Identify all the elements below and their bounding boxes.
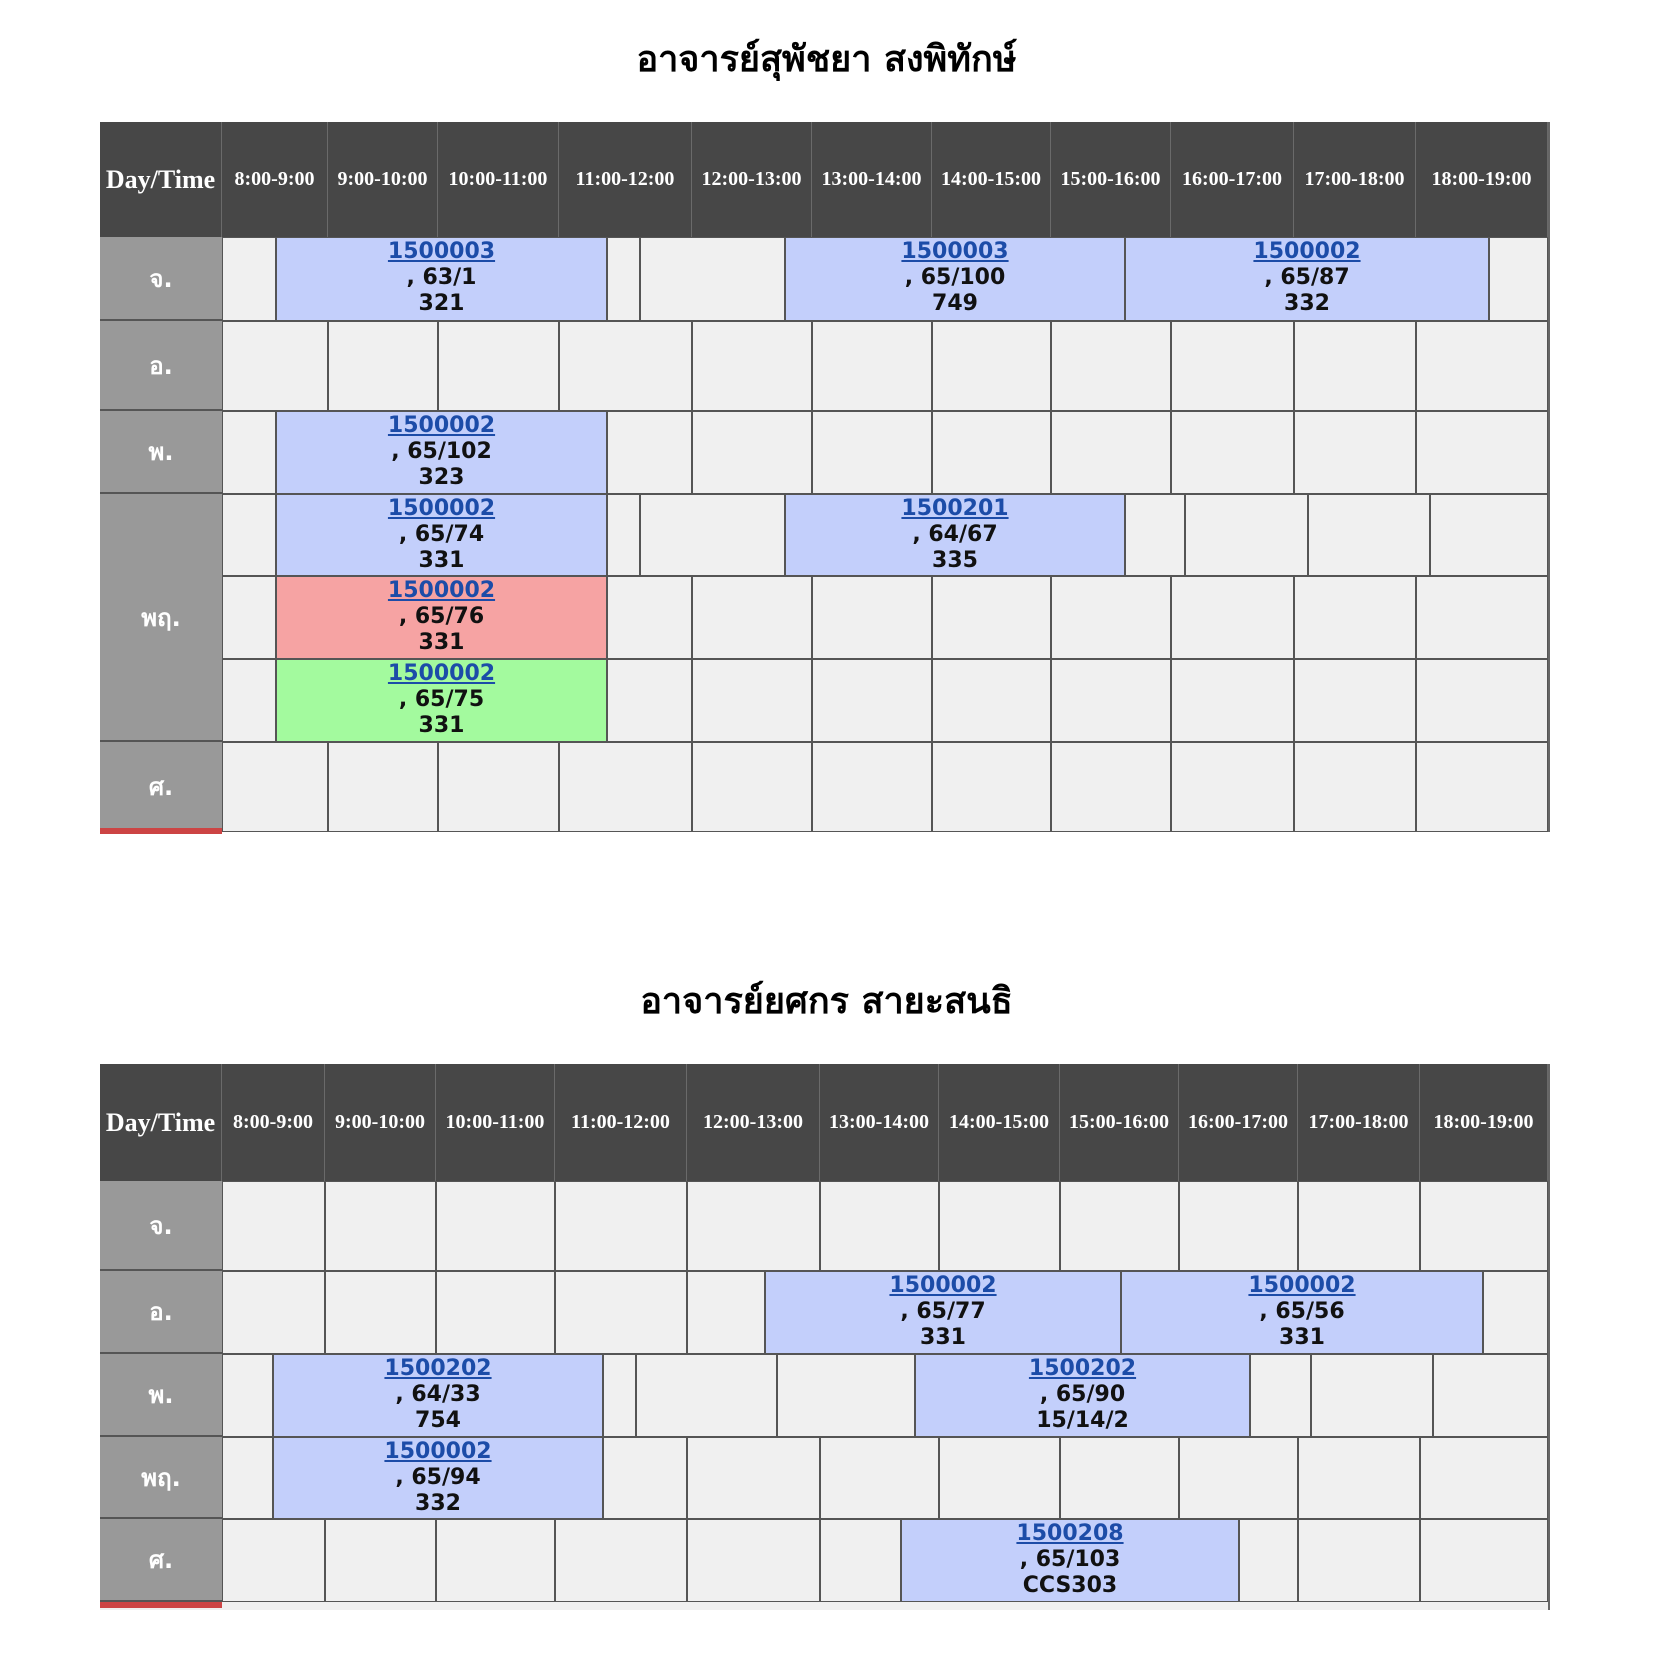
empty-cell (1308, 494, 1430, 576)
header-slot: 8:00-9:00 (222, 122, 328, 237)
empty-cell (1294, 576, 1416, 659)
header-slot: 14:00-15:00 (932, 122, 1051, 237)
empty-cell (1250, 1354, 1311, 1437)
header-slot: 17:00-18:00 (1294, 122, 1416, 237)
empty-cell (222, 1437, 273, 1519)
day-label-fri: ศ. (100, 1519, 222, 1602)
empty-cell (1294, 742, 1416, 832)
class-block[interactable] (1125, 237, 1489, 321)
empty-cell (1416, 411, 1548, 494)
empty-cell (1311, 1354, 1433, 1437)
empty-cell (640, 494, 785, 576)
day-label-mon: จ. (100, 237, 222, 321)
empty-cell (438, 742, 559, 832)
header-slot: 18:00-19:00 (1420, 1064, 1548, 1181)
day-label-fri: ศ. (100, 742, 222, 832)
class-section: , 65/74 (398, 522, 485, 547)
empty-cell (436, 1519, 555, 1602)
course-code-link[interactable]: 1500002 (384, 1439, 492, 1464)
empty-cell (222, 411, 276, 494)
class-section: , 65/90 (1039, 1382, 1126, 1407)
class-section: , 65/75 (398, 687, 485, 712)
day-label-tue: อ. (100, 321, 222, 411)
empty-cell (1483, 1271, 1548, 1354)
class-block[interactable] (1121, 1271, 1483, 1354)
class-room: 331 (418, 713, 465, 738)
class-block[interactable] (915, 1354, 1250, 1437)
header-slot: 11:00-12:00 (555, 1064, 687, 1181)
empty-cell (559, 321, 692, 411)
class-section: , 65/102 (391, 439, 492, 464)
empty-cell (1179, 1437, 1298, 1519)
empty-cell (1171, 659, 1294, 742)
class-block[interactable] (276, 237, 607, 321)
empty-cell (812, 321, 932, 411)
class-block[interactable] (276, 576, 607, 659)
empty-cell (222, 1181, 325, 1271)
class-room: 749 (932, 291, 978, 316)
header-slot: 16:00-17:00 (1171, 122, 1294, 237)
class-room: 331 (920, 1325, 966, 1350)
empty-cell (1294, 411, 1416, 494)
class-block[interactable] (765, 1271, 1121, 1354)
empty-cell (325, 1519, 436, 1602)
class-section: , 63/1 (406, 265, 477, 290)
empty-cell (607, 494, 640, 576)
empty-cell (692, 411, 812, 494)
empty-cell (687, 1519, 820, 1602)
course-code-link[interactable]: 1500002 (387, 496, 496, 521)
class-room: 754 (415, 1408, 461, 1433)
class-room: 331 (418, 630, 465, 655)
schedule-table-2 (100, 1064, 1550, 1610)
empty-cell (939, 1181, 1060, 1271)
course-code-link[interactable]: 1500002 (387, 578, 496, 603)
header-slot: 12:00-13:00 (692, 122, 812, 237)
empty-cell (812, 742, 932, 832)
header-slot: 15:00-16:00 (1051, 122, 1171, 237)
empty-cell (1171, 321, 1294, 411)
empty-cell (812, 659, 932, 742)
empty-cell (1416, 742, 1548, 832)
day-label-thu: พฤ. (100, 1437, 222, 1519)
course-code-link[interactable]: 1500002 (889, 1273, 997, 1298)
empty-cell (1294, 321, 1416, 411)
empty-cell (325, 1181, 436, 1271)
empty-cell (222, 576, 276, 659)
class-room: 332 (1284, 291, 1330, 316)
header-slot: 14:00-15:00 (939, 1064, 1060, 1181)
course-code-link[interactable]: 1500002 (1253, 239, 1361, 264)
empty-cell (603, 1437, 687, 1519)
header-slot: 13:00-14:00 (820, 1064, 939, 1181)
empty-cell (1420, 1181, 1548, 1271)
header-slot: 13:00-14:00 (812, 122, 932, 237)
empty-cell (1294, 659, 1416, 742)
empty-cell (222, 1354, 273, 1437)
empty-cell (1489, 237, 1548, 321)
empty-cell (1420, 1519, 1548, 1602)
empty-cell (1171, 742, 1294, 832)
header-slot: 16:00-17:00 (1179, 1064, 1298, 1181)
class-block[interactable] (785, 237, 1125, 321)
empty-cell (932, 576, 1051, 659)
day-label-tue: อ. (100, 1271, 222, 1354)
empty-cell (939, 1437, 1060, 1519)
header-slot: 17:00-18:00 (1298, 1064, 1420, 1181)
course-code-link[interactable]: 1500208 (1016, 1521, 1124, 1546)
class-block[interactable] (276, 494, 607, 576)
course-code-link[interactable]: 1500201 (901, 496, 1009, 521)
empty-cell (607, 576, 692, 659)
class-section: , 65/100 (904, 265, 1006, 290)
empty-cell (1185, 494, 1308, 576)
table-header (100, 122, 1548, 237)
empty-cell (436, 1271, 555, 1354)
teacher-title-2: อาจารย์ยศกร สายะสนธิ (640, 981, 1013, 1022)
day-label-wed: พ. (100, 411, 222, 494)
empty-cell (692, 742, 812, 832)
empty-cell (1298, 1519, 1420, 1602)
class-section: , 64/33 (395, 1382, 481, 1407)
empty-cell (820, 1437, 939, 1519)
empty-cell (222, 1271, 325, 1354)
course-code-link[interactable]: 1500202 (1028, 1356, 1137, 1381)
class-room: 321 (418, 291, 465, 316)
class-block[interactable] (785, 494, 1125, 576)
class-section: , 65/56 (1259, 1299, 1345, 1324)
empty-cell (1420, 1437, 1548, 1519)
empty-cell (812, 576, 932, 659)
header-slot: 12:00-13:00 (687, 1064, 820, 1181)
header-slot: 11:00-12:00 (559, 122, 692, 237)
course-code-link[interactable]: 1500002 (1248, 1273, 1356, 1298)
class-section: , 65/94 (395, 1465, 481, 1490)
empty-cell (222, 321, 328, 411)
header-day-time: Day/Time (100, 122, 222, 237)
class-section: , 65/76 (398, 604, 485, 629)
empty-cell (325, 1271, 436, 1354)
empty-cell (555, 1271, 687, 1354)
empty-cell (1416, 576, 1548, 659)
empty-cell (222, 494, 276, 576)
empty-cell (1051, 576, 1171, 659)
class-section: , 64/67 (912, 522, 998, 547)
empty-cell (438, 321, 559, 411)
empty-cell (222, 742, 328, 832)
header-slot: 9:00-10:00 (328, 122, 438, 237)
empty-cell (1051, 321, 1171, 411)
course-code-link[interactable]: 1500002 (387, 661, 496, 686)
empty-cell (636, 1354, 777, 1437)
empty-cell (1125, 494, 1185, 576)
empty-cell (1171, 576, 1294, 659)
empty-cell (1060, 1437, 1179, 1519)
table-header (100, 1064, 1548, 1181)
empty-cell (559, 742, 692, 832)
class-room: 332 (415, 1491, 461, 1516)
schedule-table-1 (100, 122, 1550, 832)
class-section: , 65/77 (900, 1299, 986, 1324)
header-slot: 9:00-10:00 (325, 1064, 436, 1181)
empty-cell (640, 237, 785, 321)
empty-cell (1179, 1181, 1298, 1271)
class-room: 15/14/2 (1036, 1408, 1129, 1433)
empty-cell (692, 659, 812, 742)
empty-cell (1298, 1181, 1420, 1271)
class-room: 331 (1279, 1325, 1325, 1350)
empty-cell (932, 321, 1051, 411)
empty-cell (328, 742, 438, 832)
empty-cell (777, 1354, 915, 1437)
class-section: , 65/103 (1019, 1547, 1121, 1572)
class-block[interactable] (901, 1519, 1239, 1602)
empty-cell (607, 411, 692, 494)
empty-cell (222, 1519, 325, 1602)
empty-cell (820, 1181, 939, 1271)
course-code-link[interactable]: 1500003 (387, 239, 496, 264)
empty-cell (436, 1181, 555, 1271)
empty-cell (1239, 1519, 1298, 1602)
header-slot: 8:00-9:00 (222, 1064, 325, 1181)
empty-cell (692, 576, 812, 659)
teacher-title-1: อาจารย์สุพัชยา สงพิทักษ์ (636, 39, 1017, 80)
course-code-link[interactable]: 1500202 (384, 1356, 492, 1381)
empty-cell (820, 1519, 901, 1602)
header-slot: 10:00-11:00 (436, 1064, 555, 1181)
empty-cell (812, 411, 932, 494)
empty-cell (1051, 411, 1171, 494)
course-code-link[interactable]: 1500002 (387, 413, 496, 438)
day-label-thu: พฤ. (100, 494, 222, 742)
header-slot: 15:00-16:00 (1060, 1064, 1179, 1181)
empty-cell (932, 659, 1051, 742)
empty-cell (932, 411, 1051, 494)
red-marker (100, 828, 222, 834)
red-marker (100, 1602, 222, 1608)
empty-cell (222, 237, 276, 321)
header-day-time: Day/Time (100, 1064, 222, 1181)
empty-cell (607, 237, 640, 321)
empty-cell (1171, 411, 1294, 494)
empty-cell (1051, 659, 1171, 742)
class-block[interactable] (273, 1354, 603, 1437)
empty-cell (1430, 494, 1548, 576)
course-code-link[interactable]: 1500003 (901, 239, 1009, 264)
class-section: , 65/87 (1264, 265, 1350, 290)
day-label-wed: พ. (100, 1354, 222, 1437)
empty-cell (328, 321, 438, 411)
empty-cell (1416, 321, 1548, 411)
empty-cell (555, 1181, 687, 1271)
empty-cell (1416, 659, 1548, 742)
empty-cell (1298, 1437, 1420, 1519)
empty-cell (687, 1181, 820, 1271)
empty-cell (603, 1354, 636, 1437)
empty-cell (1433, 1354, 1548, 1437)
empty-cell (607, 659, 692, 742)
class-room: 335 (932, 548, 978, 573)
class-block[interactable] (276, 411, 607, 494)
header-slot: 18:00-19:00 (1416, 122, 1548, 237)
class-room: 331 (418, 548, 465, 573)
empty-cell (1060, 1181, 1179, 1271)
class-room: 323 (418, 465, 465, 490)
class-block[interactable] (273, 1437, 603, 1519)
class-room: CCS303 (1022, 1573, 1118, 1598)
empty-cell (222, 659, 276, 742)
day-label-mon: จ. (100, 1181, 222, 1271)
empty-cell (1051, 742, 1171, 832)
empty-cell (555, 1519, 687, 1602)
empty-cell (687, 1271, 765, 1354)
header-slot: 10:00-11:00 (438, 122, 559, 237)
empty-cell (687, 1437, 820, 1519)
empty-cell (932, 742, 1051, 832)
class-block[interactable] (276, 659, 607, 742)
empty-cell (692, 321, 812, 411)
